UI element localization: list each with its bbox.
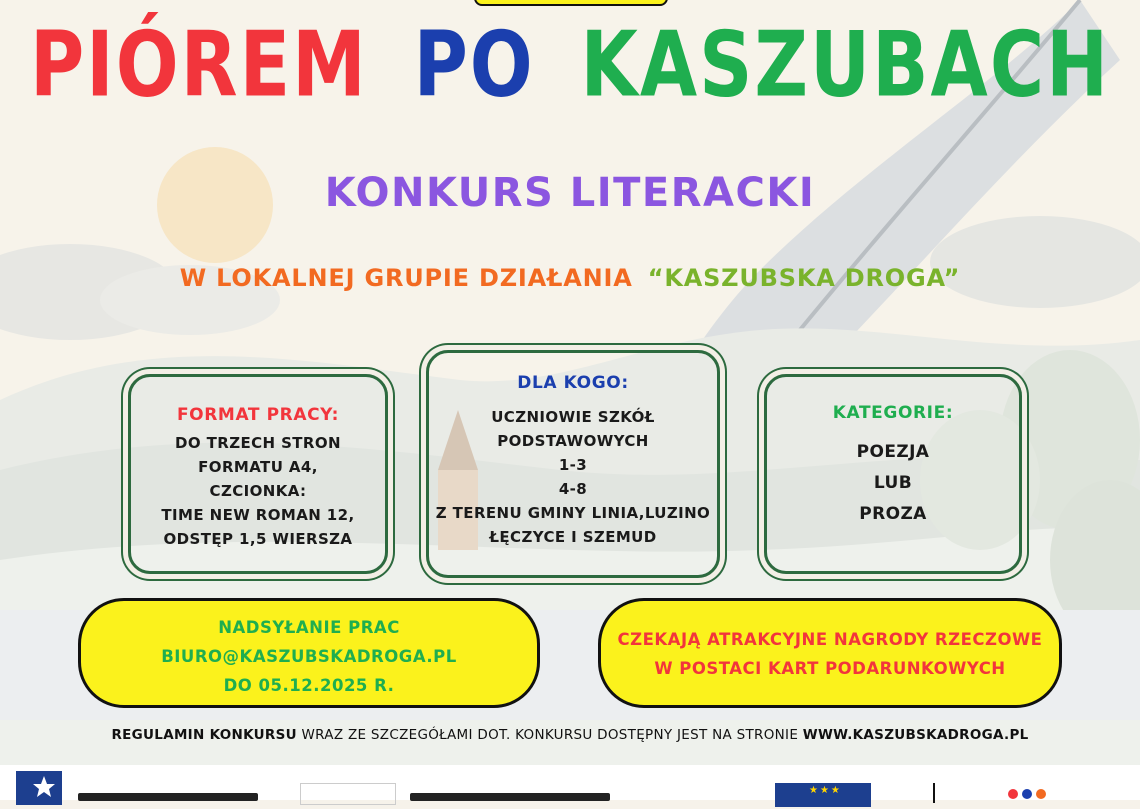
audience-line: 4-8 [558, 480, 588, 498]
submission-email[interactable]: BIURO@KASZUBSKADROGA.PL [161, 647, 457, 666]
categories-box [764, 374, 1022, 574]
lgd-name: “KASZUBSKA DROGA” [647, 264, 961, 292]
audience-line: Z TERENU GMINY LINIA,LUZINO [435, 504, 711, 522]
prizes-line-2: W POSTACI KART PODARUNKOWYCH [654, 659, 1006, 678]
audience-line: PODSTAWOWYCH [497, 432, 649, 450]
submission-pill [78, 598, 540, 708]
format-box [128, 374, 388, 574]
logo-frame [300, 783, 396, 805]
audience-line: UCZNIOWIE SZKÓŁ [491, 408, 655, 426]
categories-heading: KATEGORIE: [832, 403, 954, 423]
title-part-2: PO [413, 12, 535, 118]
footer-note [0, 727, 1140, 743]
lgd-logo-icon [1036, 789, 1046, 799]
format-heading: FORMAT PRACY: [176, 405, 340, 425]
title-part-3: KASZUBACH [580, 12, 1111, 118]
lgd-line [0, 264, 1140, 292]
submission-line-1: NADSYŁANIE PRAC [218, 618, 400, 637]
footer-website-link[interactable]: WWW.KASZUBSKADROGA.PL [802, 727, 1029, 743]
format-line: CZCIONKA: [209, 482, 307, 500]
eu-stars-icon: ★★★ [809, 785, 842, 796]
category-item: LUB [873, 473, 913, 493]
footer-bold-1: REGULAMIN KONKURSU [111, 727, 297, 743]
eu-flag-logo [775, 783, 871, 807]
prizes-pill [598, 598, 1062, 708]
divider [933, 783, 935, 803]
format-line: DO TRZECH STRON [174, 434, 341, 452]
lgd-logo [1008, 789, 1052, 803]
audience-line: ŁĘCZYCE I SZEMUD [489, 528, 657, 546]
submission-deadline: DO 05.12.2025 R. [223, 676, 395, 695]
top-badge [474, 0, 668, 6]
category-item: PROZA [859, 504, 927, 524]
prizes-line-1: CZEKAJĄ ATRAKCYJNE NAGRODY RZECZOWE [617, 630, 1043, 649]
format-line: ODSTĘP 1,5 WIERSZA [163, 530, 353, 548]
audience-box [426, 350, 720, 578]
audience-heading: DLA KOGO: [517, 373, 629, 393]
title-part-1: PIÓREM [29, 12, 368, 118]
format-line: TIME NEW ROMAN 12, [161, 506, 355, 524]
logo-bar [0, 765, 1140, 800]
lgd-prefix: W LOKALNEJ GRUPIE DZIAŁANIA [179, 264, 633, 292]
format-line: FORMATU A4, [198, 458, 318, 476]
lgd-logo-icon [1008, 789, 1018, 799]
page-title [0, 12, 1140, 118]
subtitle: KONKURS LITERACKI [324, 170, 816, 216]
audience-line: 1-3 [558, 456, 588, 474]
category-item: POEZJA [856, 442, 930, 462]
lgd-logo-icon [1022, 789, 1032, 799]
footer-middle: WRAZ ZE SZCZEGÓŁAMI DOT. KONKURSU DOSTĘPNY JEST NA STRONIE [296, 727, 803, 743]
